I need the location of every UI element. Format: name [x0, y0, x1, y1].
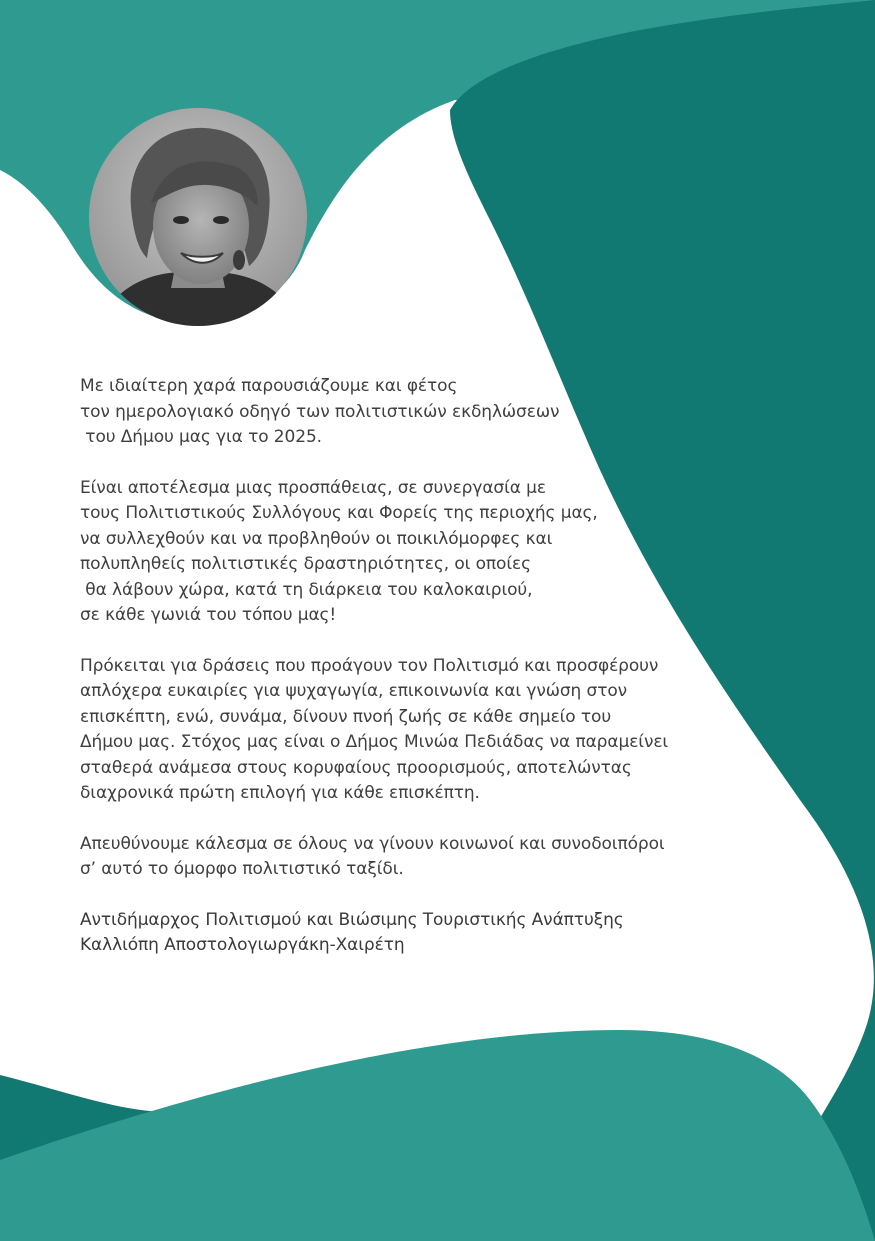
- text-line: του Δήμου μας για το 2025.: [80, 427, 322, 447]
- text-line: σταθερά ανάμεσα στους κορυφαίους προορισμούς, αποτελώντας: [80, 757, 632, 778]
- author-portrait: [89, 108, 307, 326]
- text-line: διαχρονικά πρώτη επιλογή για κάθε επισκέπτη.: [80, 783, 480, 803]
- text-line: να συλλεχθούν και να προβληθούν οι ποικιλόμορφες και: [80, 528, 553, 549]
- text-line: Δήμου μας. Στόχος μας είναι ο Δήμος Μινώα Πεδιάδας να παραμείνει: [80, 732, 669, 752]
- paragraph-intro: [80, 374, 760, 451]
- paragraph-invitation: [80, 832, 760, 883]
- text-line: απλόχερα ευκαιρίες για ψυχαγωγία, επικοινωνία και γνώση στον: [80, 681, 628, 701]
- signature-title: Αντιδήμαρχος Πολιτισμού και Βιώσιμης Τουριστικής Ανάπτυξης: [80, 909, 624, 930]
- text-line: Είναι αποτέλεσμα μιας προσπάθειας, σε συνεργασία με: [80, 477, 546, 498]
- paragraph-collaboration: [80, 476, 760, 629]
- text-line: πολυπληθείς πολιτιστικές δραστηριότητες, οι οποίες: [80, 554, 531, 574]
- bottom-wave-light: [0, 1030, 875, 1241]
- text-line: τους Πολιτιστικούς Συλλόγους και Φορείς της περιοχής μας,: [80, 503, 598, 523]
- text-line: Απευθύνουμε κάλεσμα σε όλους να γίνουν κοινωνοί και συνοδοιπόροι: [80, 833, 665, 854]
- text-line: σε κάθε γωνιά του τόπου μας!: [80, 605, 337, 625]
- text-line: Πρόκειται για δράσεις που προάγουν τον Πολιτισμό και προσφέρουν: [80, 655, 659, 676]
- signature-block: [80, 908, 760, 959]
- text-line: επισκέπτη, ενώ, συνάμα, δίνουν πνοή ζωής σε κάθε σημείο του: [80, 706, 612, 727]
- signature-name: Καλλιόπη Αποστολογιωργάκη-Χαιρέτη: [80, 935, 405, 955]
- text-line: θα λάβουν χώρα, κατά τη διάρκεια του καλοκαιριού,: [80, 579, 533, 600]
- text-line: τον ημερολογιακό οδηγό των πολιτιστικών εκδηλώσεων: [80, 401, 560, 422]
- text-line: Με ιδιαίτερη χαρά παρουσιάζουμε και φέτος: [80, 376, 458, 396]
- paragraph-actions: [80, 654, 760, 807]
- text-line: σ’ αυτό το όμορφο πολιτιστικό ταξίδι.: [80, 859, 404, 879]
- letter-body: [80, 374, 760, 959]
